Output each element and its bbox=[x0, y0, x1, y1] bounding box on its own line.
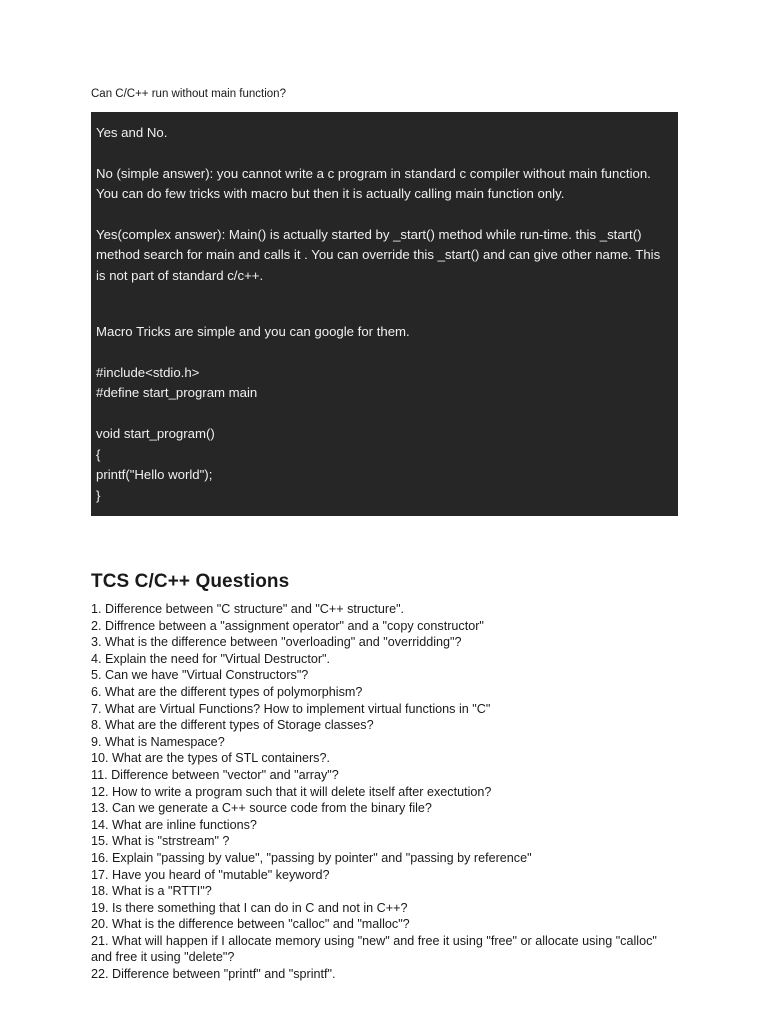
list-item: 9. What is Namespace? bbox=[91, 734, 225, 749]
code-line-open-brace: { bbox=[96, 446, 101, 462]
list-item: 13. Can we generate a C++ source code from the binary file? bbox=[91, 801, 432, 816]
answer-block bbox=[91, 112, 678, 516]
questions-list bbox=[91, 601, 678, 983]
answer-paragraph-3: Yes(complex answer): Main() is actually started by _start() method while run-time. this _start() method search for main and calls it . You can override this _start() and can give other name. This is not part of standard c/c++. bbox=[96, 226, 664, 283]
list-item: 16. Explain "passing by value", "passing by pointer" and "passing by reference" bbox=[91, 850, 532, 865]
list-item: 3. What is the difference between "overloading" and "overridding"? bbox=[91, 635, 462, 650]
code-line-define: #define start_program main bbox=[96, 385, 258, 400]
list-item: 8. What are the different types of Storage classes? bbox=[91, 718, 374, 733]
code-line-blank bbox=[91, 404, 678, 425]
list-item: 18. What is a "RTTI"? bbox=[91, 884, 212, 899]
list-item: 15. What is "strstream" ? bbox=[91, 834, 230, 849]
list-item: 6. What are the different types of polymorphism? bbox=[91, 684, 363, 699]
question-heading: Can C/C++ run without main function? bbox=[91, 88, 286, 100]
list-item: 22. Difference between "printf" and "sprintf". bbox=[91, 967, 336, 982]
list-item: 19. Is there something that I can do in C and not in C++? bbox=[91, 900, 408, 915]
list-item: 2. Diffrence between a "assignment operator" and a "copy constructor" bbox=[91, 618, 484, 633]
list-item: 11. Difference between "vector" and "array"? bbox=[91, 767, 339, 782]
code-line-function-signature: void start_program() bbox=[96, 426, 215, 441]
list-item: 14. What are inline functions? bbox=[91, 817, 257, 832]
code-line-printf: printf("Hello world"); bbox=[96, 467, 213, 482]
list-item: 21. What will happen if I allocate memory using "new" and free it using "free" or allocate using "calloc" and free it using "delete"? bbox=[91, 933, 657, 965]
list-item: 10. What are the types of STL containers?. bbox=[91, 751, 330, 766]
code-line-include: #include<stdio.h> bbox=[96, 364, 200, 380]
list-item: 4. Explain the need for "Virtual Destructor". bbox=[91, 651, 331, 666]
list-item: 17. Have you heard of "mutable" keyword? bbox=[91, 867, 330, 882]
list-item: 12. How to write a program such that it will delete itself after exectution? bbox=[91, 784, 492, 799]
list-item: 20. What is the difference between "calloc" and "malloc"? bbox=[91, 917, 410, 932]
list-item: 7. What are Virtual Functions? How to implement virtual functions in "C" bbox=[91, 701, 491, 716]
code-line-close-brace: } bbox=[96, 487, 101, 503]
answer-paragraph-4: Macro Tricks are simple and you can google for them. bbox=[96, 324, 410, 339]
list-item: 5. Can we have "Virtual Constructors"? bbox=[91, 668, 309, 683]
answer-paragraph-2: No (simple answer): you cannot write a c program in standard c compiler without main function. You can do few tricks with macro but then it is actually calling main function only. bbox=[96, 165, 655, 201]
section-title: TCS C/C++ Questions bbox=[91, 571, 290, 592]
answer-paragraph-1: Yes and No. bbox=[96, 125, 168, 140]
list-item: 1. Difference between "C structure" and "C++ structure". bbox=[91, 602, 405, 616]
